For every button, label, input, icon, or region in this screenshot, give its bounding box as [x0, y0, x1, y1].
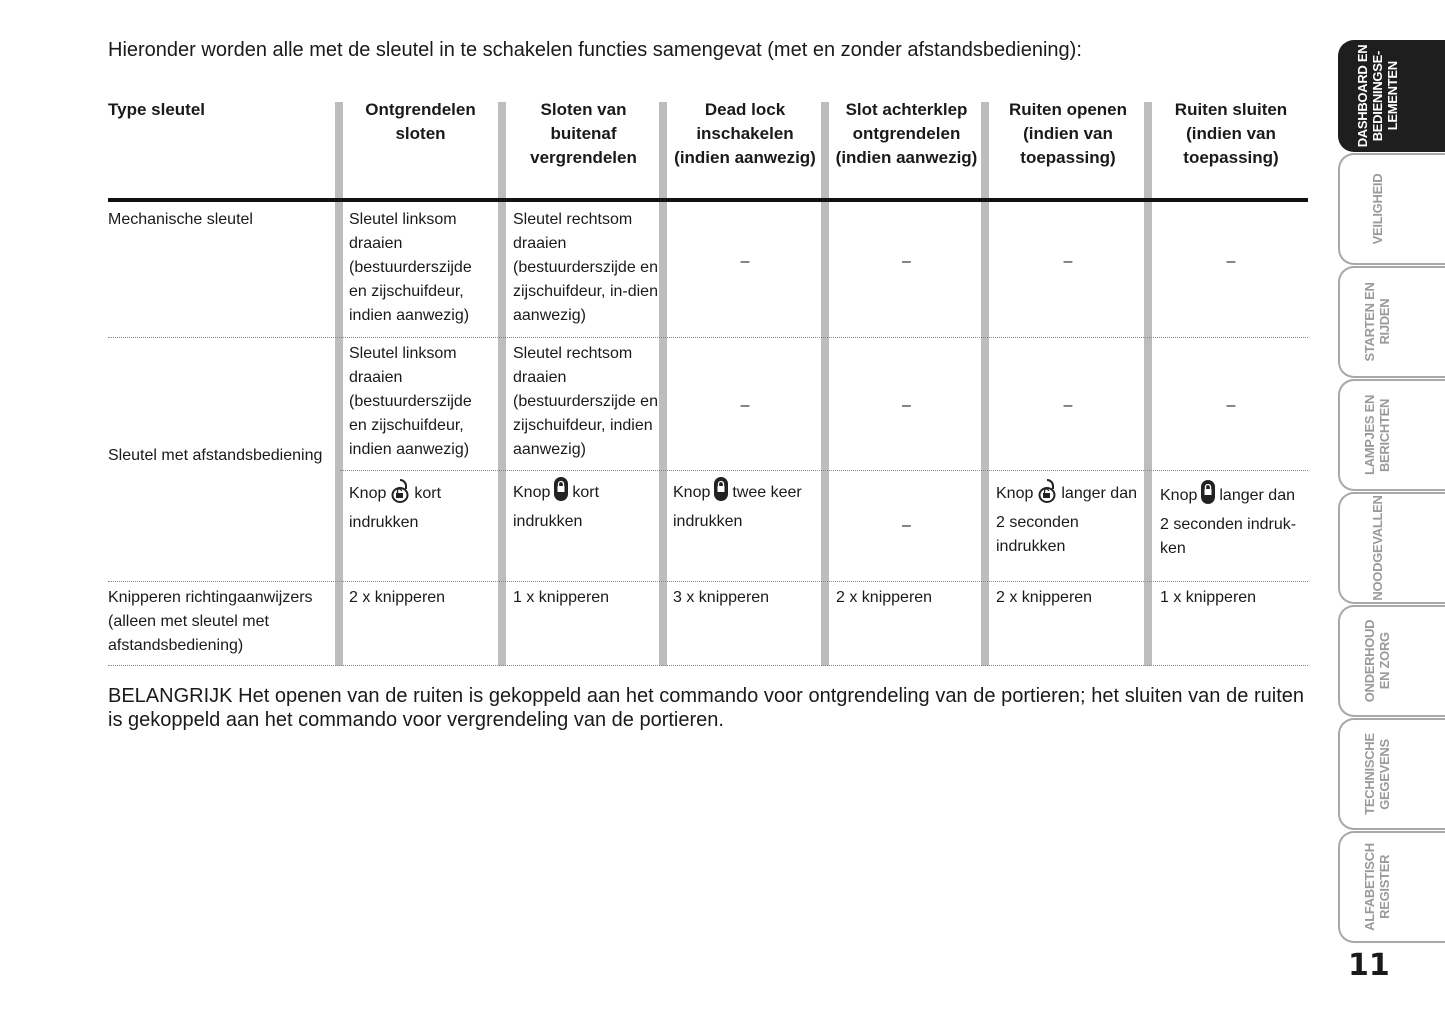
remote-btn-unlock-cell: [349, 479, 489, 535]
remote-key-windows-open-cell: –: [1063, 397, 1073, 414]
tab-veiligheid[interactable]: [1338, 153, 1445, 265]
lock-button-icon: [553, 476, 569, 510]
remote-btn-windows-close-cell: [1160, 479, 1306, 561]
remote-key-tailgate-cell: –: [902, 397, 911, 414]
table-bottom-rule: [108, 665, 1308, 666]
header-windows-close: Ruiten sluiten (indien van toepassing): [1174, 100, 1288, 167]
subrow-divider: [340, 470, 1308, 471]
tab-noodgevallen[interactable]: [1338, 492, 1445, 604]
button-word: Knop: [673, 484, 711, 501]
header-rule: [108, 198, 1308, 202]
tab-label: DASHBOARD EN BEDIENINGSE- LEMENTEN: [1354, 44, 1400, 148]
remote-btn-lock-cell: [513, 476, 658, 534]
tab-label: ONDERHOUD EN ZORG: [1362, 619, 1392, 703]
tab-onderhoud-en-zorg[interactable]: [1338, 605, 1445, 717]
button-word: Knop: [513, 484, 551, 501]
tab-label: TECHNISCHE GEGEVENS: [1362, 733, 1392, 815]
blink-tailgate-cell: 2 x knipperen: [836, 589, 933, 606]
intro-text: Hieronder worden alle met de sleutel in te schakelen functies samengevat (met en zonder afstandsbediening):: [108, 39, 1082, 61]
page-number: 11: [1348, 948, 1390, 983]
tab-label: VEILIGHEID: [1369, 173, 1385, 245]
tab-starten-en-rijden[interactable]: [1338, 266, 1445, 378]
unlock-button-icon: [1036, 479, 1058, 511]
tab-lampjes-en-berichten[interactable]: [1338, 379, 1445, 491]
tab-technische-gegevens[interactable]: [1338, 718, 1445, 830]
mech-deadlock-cell: –: [740, 253, 750, 270]
row-label-remote: Sleutel met afstandsbediening: [108, 447, 323, 464]
tab-label: LAMPJES EN BERICHTEN: [1362, 394, 1392, 476]
windows-open-action-text: langer dan 2 seconden indrukken: [996, 485, 1137, 555]
header-windows-open: Ruiten openen (indien van toepassing): [1008, 100, 1128, 167]
remote-key-windows-close-cell: –: [1226, 397, 1236, 414]
header-deadlock: Dead lock inschakelen (indien aanwezig): [674, 100, 816, 167]
tab-alfabetisch-register[interactable]: [1338, 831, 1445, 943]
remote-key-lock-cell: Sleutel rechtsom draaien (bestuurderszijde en zijschuifdeur, indien aanwezig): [513, 345, 658, 458]
mech-tailgate-cell: –: [902, 253, 911, 270]
remote-key-deadlock-cell: –: [740, 397, 750, 414]
tab-label: STARTEN EN RIJDEN: [1362, 282, 1392, 362]
chapter-tabs: [1338, 40, 1445, 942]
windows-close-action-text: langer dan 2 seconden indruk-ken: [1160, 487, 1297, 557]
blink-unlock-cell: 2 x knipperen: [349, 589, 446, 606]
deadlock-action-text: twee keer indrukken: [673, 484, 802, 530]
key-functions-table: [108, 96, 1308, 670]
button-word: Knop: [1160, 487, 1198, 504]
mech-windows-close-cell: –: [1226, 253, 1236, 270]
tab-dashboard[interactable]: [1338, 40, 1445, 152]
unlock-action-text: kort indrukken: [349, 485, 442, 531]
lock-action-text: kort indrukken: [513, 484, 600, 530]
header-type: Type sleutel: [108, 100, 205, 119]
lock-button-icon: [713, 476, 729, 510]
blink-lock-cell: 1 x knipperen: [513, 589, 610, 606]
blink-windows-close-cell: 1 x knipperen: [1160, 589, 1257, 606]
remote-btn-deadlock-cell: [673, 476, 823, 534]
unlock-button-icon: [389, 479, 411, 511]
header-lock: Sloten van buitenaf vergrendelen: [530, 100, 637, 167]
remote-key-unlock-cell: Sleutel linksom draaien (bestuurderszijde en zijschuifdeur, indien aanwezig): [349, 345, 472, 458]
lock-button-icon: [1200, 479, 1216, 513]
remote-btn-tailgate-cell: –: [902, 517, 911, 534]
tab-label: ALFABETISCH REGISTER: [1362, 843, 1392, 931]
important-note: BELANGRIJK Het openen van de ruiten is gekoppeld aan het commando voor ontgrendeling van de portieren; het sluiten van de ruiten is gekoppeld aan het commando voor vergrendeling van de portieren.: [108, 685, 1304, 731]
row-divider: [108, 337, 1308, 338]
header-unlock: Ontgrendelen sloten: [365, 100, 476, 143]
mech-windows-open-cell: –: [1063, 253, 1073, 270]
blink-windows-open-cell: 2 x knipperen: [996, 589, 1093, 606]
row-divider: [108, 581, 1308, 582]
row-label-blinking: Knipperen richtingaanwijzers (alleen met sleutel met afstandsbediening): [108, 589, 313, 654]
blink-deadlock-cell: 3 x knipperen: [673, 589, 770, 606]
row-label-mechanical: Mechanische sleutel: [108, 211, 253, 228]
mech-lock-cell: Sleutel rechtsom draaien (bestuurderszijde en zijschuifdeur, in-dien aanwezig): [513, 211, 658, 324]
button-word: Knop: [349, 485, 387, 502]
mech-unlock-cell: Sleutel linksom draaien (bestuurderszijde en zijschuifdeur, indien aanwezig): [349, 211, 472, 324]
header-tailgate: Slot achterklep ontgrendelen (indien aanwezig): [835, 100, 978, 167]
button-word: Knop: [996, 485, 1034, 502]
remote-btn-windows-open-cell: [996, 479, 1142, 559]
tab-label: NOODGEVALLEN: [1369, 495, 1385, 601]
